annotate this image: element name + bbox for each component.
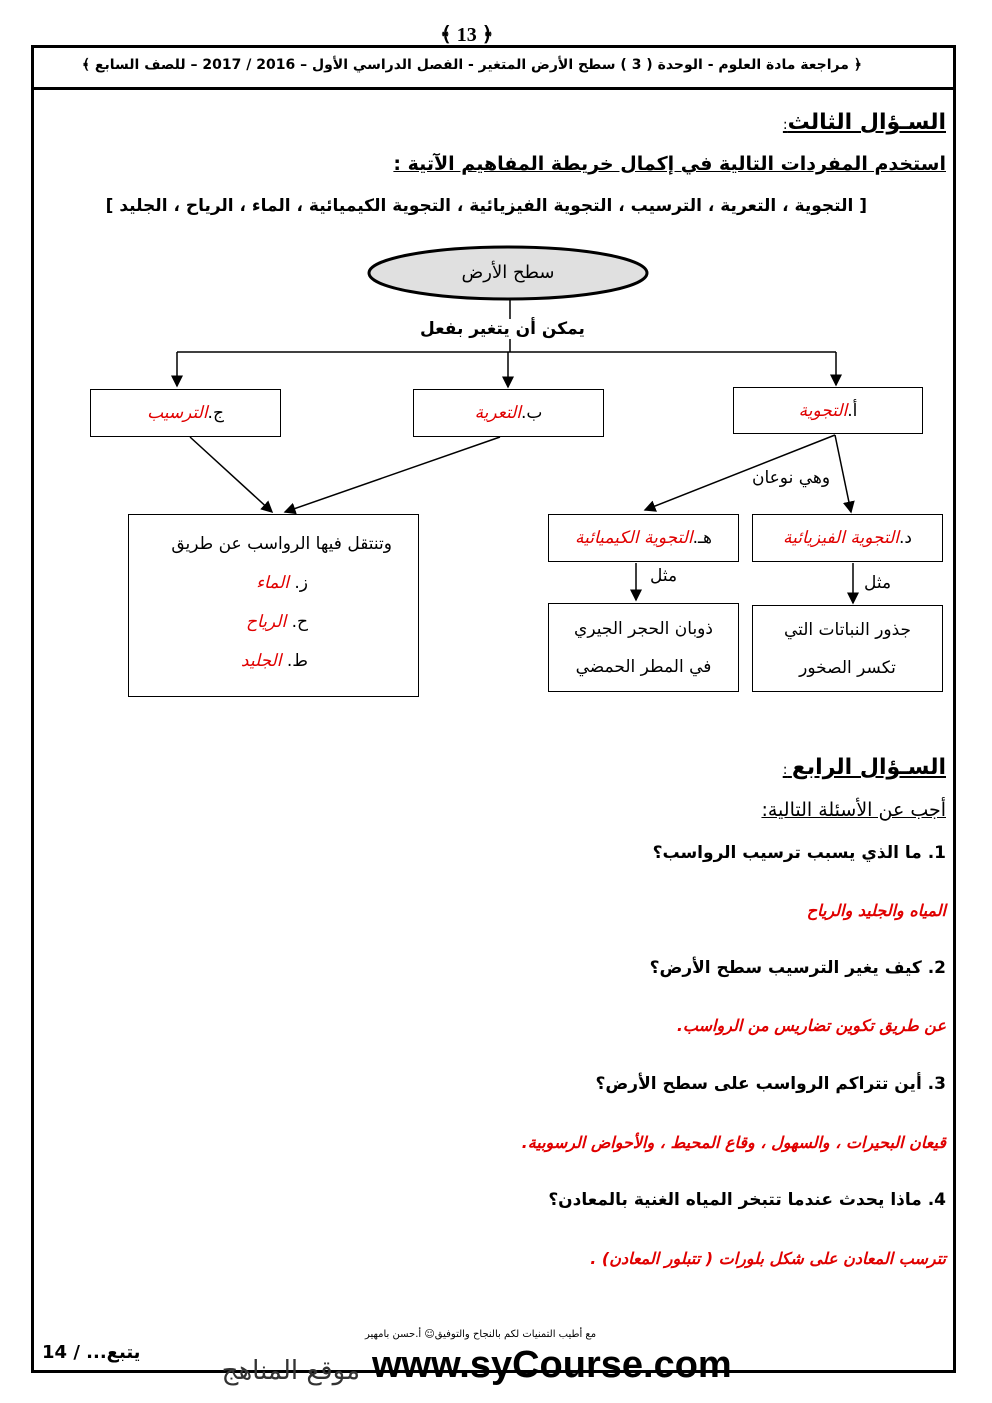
box-example-d: جذور النباتات التي تكسر الصخور <box>752 605 943 692</box>
answer-1: المياه والجليد والرياح <box>806 901 946 920</box>
box-c: ج. الترسيب <box>90 389 281 437</box>
root-label: سطح الأرض <box>461 262 555 283</box>
watermark-url: www.syCourse.com <box>372 1344 732 1386</box>
q4-title: السـؤال الرابع : <box>782 755 946 780</box>
question-1: 1. ما الذي يسبب ترسيب الرواسب؟ <box>652 843 946 863</box>
box-transport: وتنتقل فيها الرواسب عن طريق ز. الماء ح. الرياح ط. الجليد <box>128 514 419 697</box>
watermark-text: موقع المناهج <box>221 1356 360 1386</box>
box-b: ب. التعرية <box>413 389 604 437</box>
box-example-h: ذوبان الحجر الجيري في المطر الحمضي <box>548 603 739 692</box>
footer-wishes: مع أطيب التمنيات لكم بالنجاح والتوفيق☺ أ.حسن بامهير <box>365 1329 597 1340</box>
box-h: هـ. التجوية الكيميائية <box>548 514 739 562</box>
box-a: أ. التجوية <box>733 387 923 434</box>
q4-instruction: أجب عن الأسئلة التالية: <box>761 799 946 821</box>
question-2: 2. كيف يغير الترسيب سطح الأرض؟ <box>649 958 946 978</box>
link-label: يمكن أن يتغير بفعل <box>420 319 585 339</box>
types-label: وهي نوعان <box>752 468 831 488</box>
answer-3: قيعان البحيرات ، والسهول ، وقاع المحيط ، والأحواض الرسوبية. <box>521 1133 946 1152</box>
q3-instruction: استخدم المفردات التالية في إكمال خريطة المفاهيم الآتية : <box>393 153 946 175</box>
question-4: 4. ماذا يحدث عندما تتبخر المياه الغنية بالمعادن؟ <box>548 1190 946 1210</box>
page-number: ﴿ 13 ﴾ <box>440 24 494 46</box>
answer-4: تترسب المعادن على شكل بلورات ( تتبلور المعادن) . <box>590 1249 946 1268</box>
continue-label: يتبع... / 14 <box>42 1342 141 1363</box>
word-bank: [ التجوية ، التعرية ، الترسيب ، التجوية الفيزيائية ، التجوية الكيميائية ، الماء ، الرياح ، الجليد ] <box>105 196 867 216</box>
example-label-d: مثل <box>864 573 892 593</box>
header-title: ﴿ مراجعة مادة العلوم - الوحدة ( 3 ) سطح الأرض المتغير - الفصل الدراسي الأول – 2016 / 2017 – للصف السابع ﴾ <box>81 57 862 73</box>
q3-title: السـؤال الثالث: <box>782 110 946 135</box>
answer-2: عن طريق تكوين تضاريس من الرواسب. <box>676 1016 946 1035</box>
question-3: 3. أين تتراكم الرواسب على سطح الأرض؟ <box>595 1074 946 1094</box>
box-d: د. التجوية الفيزيائية <box>752 514 943 562</box>
example-label-h: مثل <box>650 566 678 586</box>
